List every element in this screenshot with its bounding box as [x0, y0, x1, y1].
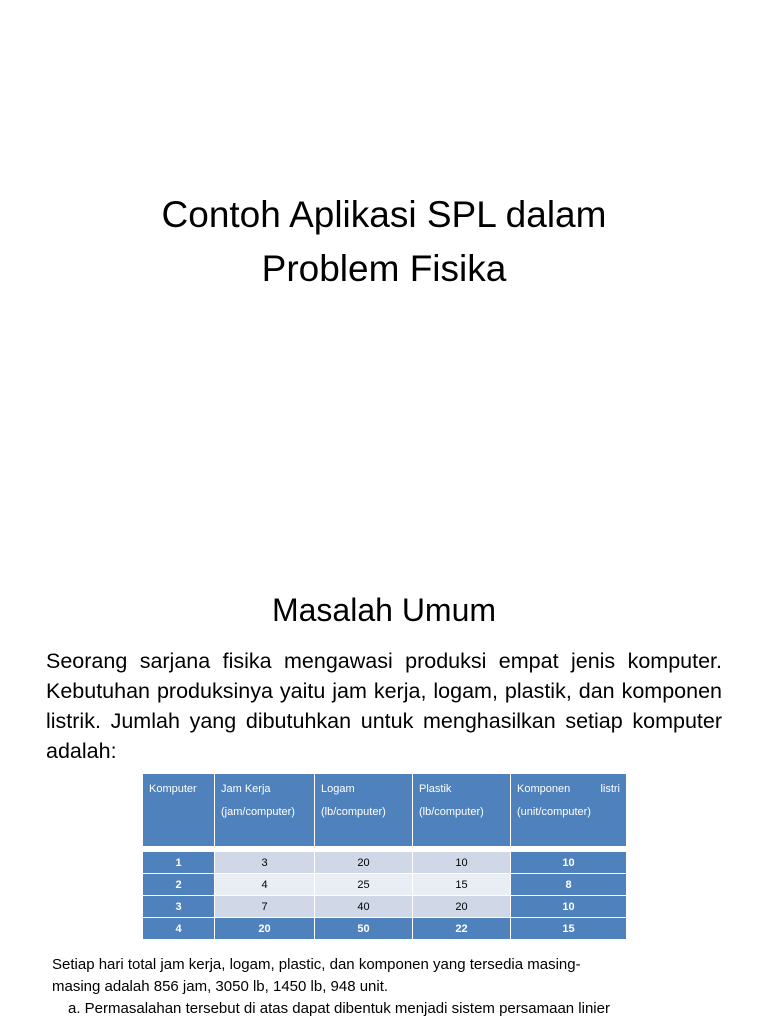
footer-line-2: masing adalah 856 jam, 3050 lb, 1450 lb, 948 unit. — [52, 978, 389, 995]
table-row: 4 20 50 22 15 — [143, 918, 627, 940]
footer-list-item-a: a. Permasalahan tersebut di atas dapat dibentuk menjadi sistem persamaan linier — [68, 1000, 610, 1017]
table-row: 3 7 40 20 10 — [143, 896, 627, 918]
table-header-row — [143, 774, 627, 847]
header-komputer: Komputer — [143, 774, 215, 847]
slide-1-title-line-2: Problem Fisika — [261, 248, 507, 289]
production-table — [142, 773, 627, 940]
table-row: 1 3 20 10 10 — [143, 852, 627, 874]
problem-paragraph: Seorang sarjana fisika mengawasi produksi empat jenis komputer. Kebutuhan produksinya yaitu jam kerja, logam, plastik, dan komponen listrik. Jumlah yang dibutuhkan untuk menghasilkan setiap komputer adalah: — [46, 649, 722, 763]
header-plastik: Plastik (lb/computer) — [413, 774, 511, 847]
header-logam: Logam (lb/computer) — [315, 774, 413, 847]
slide-2-heading: Masalah Umum — [271, 592, 497, 628]
header-komponen-listrik: Komponen listri (unit/computer) — [511, 774, 627, 847]
footer-line-1: Setiap hari total jam kerja, logam, plastic, dan komponen yang tersedia masing- — [52, 956, 581, 973]
table-row: 2 4 25 15 8 — [143, 874, 627, 896]
footer-text — [52, 954, 732, 1020]
slide-1-title-line-1: Contoh Aplikasi SPL dalam — [161, 194, 607, 235]
header-jam-kerja: Jam Kerja (jam/computer) — [215, 774, 315, 847]
slide-2 — [0, 576, 768, 1024]
slide-1-title — [0, 188, 768, 296]
